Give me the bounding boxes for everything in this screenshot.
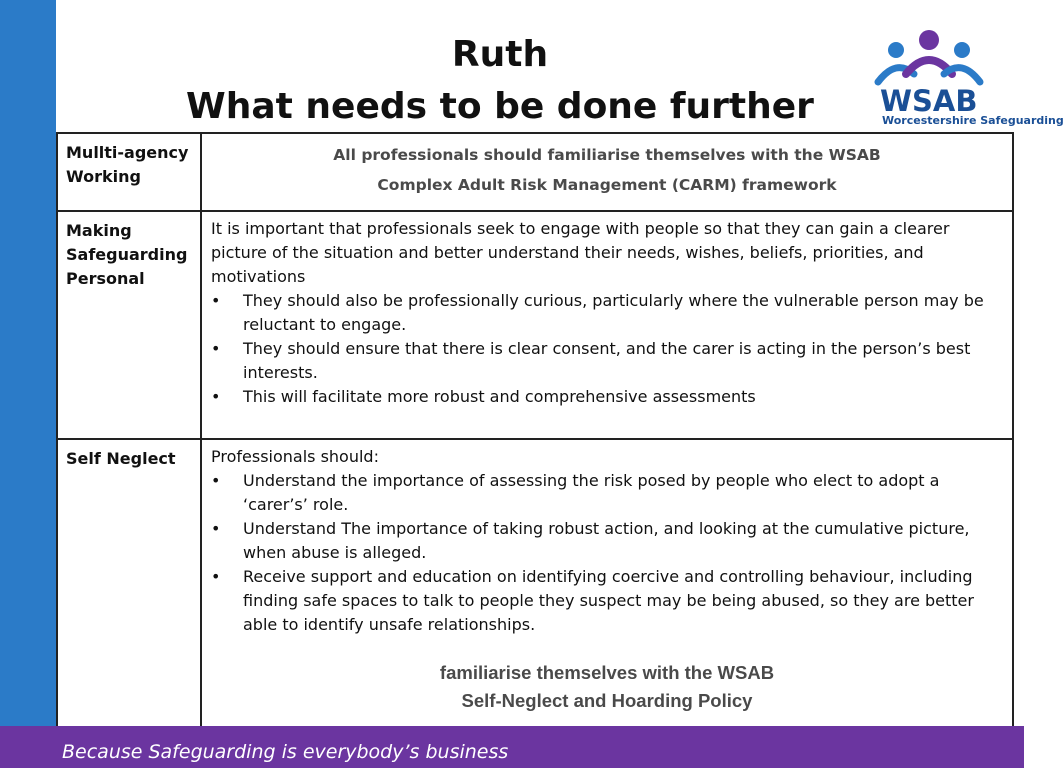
bullet-list: [211, 469, 1003, 637]
actions-table: [56, 132, 1014, 748]
row-label: Making Safeguarding Personal: [57, 211, 201, 439]
policy-line-2: Self-Neglect and Hoarding Policy: [461, 690, 753, 711]
list-item: • Receive support and education on identifying coercive and controlling behaviour, including finding safe spaces to talk to people they suspect may be being abused, so they are better able to identify unsafe relationships.: [211, 565, 1003, 637]
row-intro: Professionals should:: [211, 447, 379, 466]
logo-wordmark: WSAB: [880, 84, 978, 118]
table-row: [57, 211, 1013, 439]
list-item: • This will facilitate more robust and comprehensive assessments: [211, 385, 1003, 409]
list-item: • Understand the importance of assessing the risk posed by people who elect to adopt a ‘carer’s’ role.: [211, 469, 1003, 517]
footer-tagline: Because Safeguarding is everybody’s business: [62, 741, 509, 763]
logo-subtitle: Worcestershire Safeguarding: [882, 114, 1064, 127]
row-label: Mullti-agency Working: [57, 133, 201, 211]
slide-subtitle: What needs to be done further: [186, 86, 814, 127]
table-row: [57, 439, 1013, 747]
policy-note: [211, 659, 1003, 715]
slide-title: Ruth: [451, 34, 549, 75]
row-content: [201, 439, 1013, 747]
list-item: • They should also be professionally curious, particularly where the vulnerable person may be reluctant to engage.: [211, 289, 1003, 337]
policy-line-1: familiarise themselves with the WSAB: [439, 662, 775, 683]
row-content: [201, 211, 1013, 439]
row-content: [201, 133, 1013, 211]
row-intro: It is important that professionals seek to engage with people so that they can gain a clearer picture of the situation and better understand their needs, wishes, beliefs, priorities, and motivations: [211, 219, 950, 286]
carm-note-line-2: Complex Adult Risk Management (CARM) framework: [377, 176, 837, 194]
carm-note-line-1: All professionals should familiarise themselves with the WSAB: [333, 146, 881, 164]
bullet-list: [211, 289, 1003, 409]
table-row: [57, 133, 1013, 211]
list-item: • They should ensure that there is clear consent, and the carer is acting in the person’s best interests.: [211, 337, 1003, 385]
row-label: Self Neglect: [57, 439, 201, 747]
wsab-logo: [872, 24, 1064, 134]
list-item: • Understand The importance of taking robust action, and looking at the cumulative picture, when abuse is alleged.: [211, 517, 1003, 565]
